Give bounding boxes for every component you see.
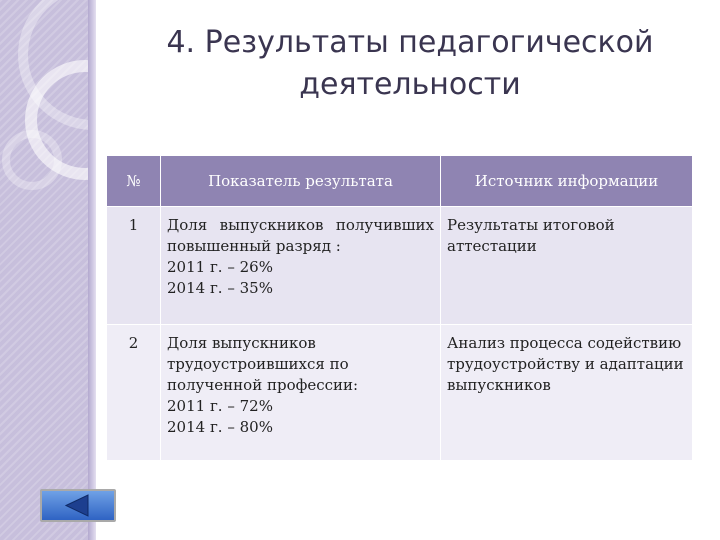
slide-title-line: деятельности xyxy=(299,67,521,102)
cell-line: трудоустройству и адаптации xyxy=(447,355,684,373)
results-table xyxy=(106,155,693,461)
table-row xyxy=(107,207,693,325)
cell-line: 2011 г. – 26% xyxy=(167,258,273,276)
slide-title xyxy=(130,22,690,106)
source-cell xyxy=(441,325,693,461)
cell-line: аттестации xyxy=(447,237,537,255)
cell-line: полученной профессии: xyxy=(167,376,359,394)
cell-line: выпускников xyxy=(447,376,551,394)
cell-line: 2014 г. – 35% xyxy=(167,279,273,297)
cell-line: 2014 г. – 80% xyxy=(167,418,273,436)
back-button[interactable] xyxy=(40,489,116,522)
indicator-cell xyxy=(161,325,441,461)
decorative-sidebar xyxy=(0,0,92,540)
table-header-row xyxy=(107,156,693,207)
cell-line: Доля выпускников xyxy=(167,334,316,352)
indicator-cell xyxy=(161,207,441,325)
cell-line: Результаты итоговой xyxy=(447,216,615,234)
cell-line: Доля выпускников получивших xyxy=(167,216,434,234)
triangle-left-icon xyxy=(42,491,114,520)
sidebar-edge xyxy=(88,0,96,540)
cell-line: 2011 г. – 72% xyxy=(167,397,273,415)
table-row xyxy=(107,325,693,461)
decorative-circle xyxy=(2,130,62,190)
column-header-number: № xyxy=(107,156,161,207)
cell-line: трудоустроившихся по xyxy=(167,355,349,373)
source-cell xyxy=(441,207,693,325)
cell-line: повышенный разряд : xyxy=(167,237,341,255)
column-header-source: Источник информации xyxy=(441,156,693,207)
row-number: 1 xyxy=(107,207,161,325)
row-number: 2 xyxy=(107,325,161,461)
cell-line: Анализ процесса содействию xyxy=(447,334,682,352)
column-header-indicator: Показатель результата xyxy=(161,156,441,207)
slide-title-line: 4. Результаты педагогической xyxy=(166,25,654,60)
